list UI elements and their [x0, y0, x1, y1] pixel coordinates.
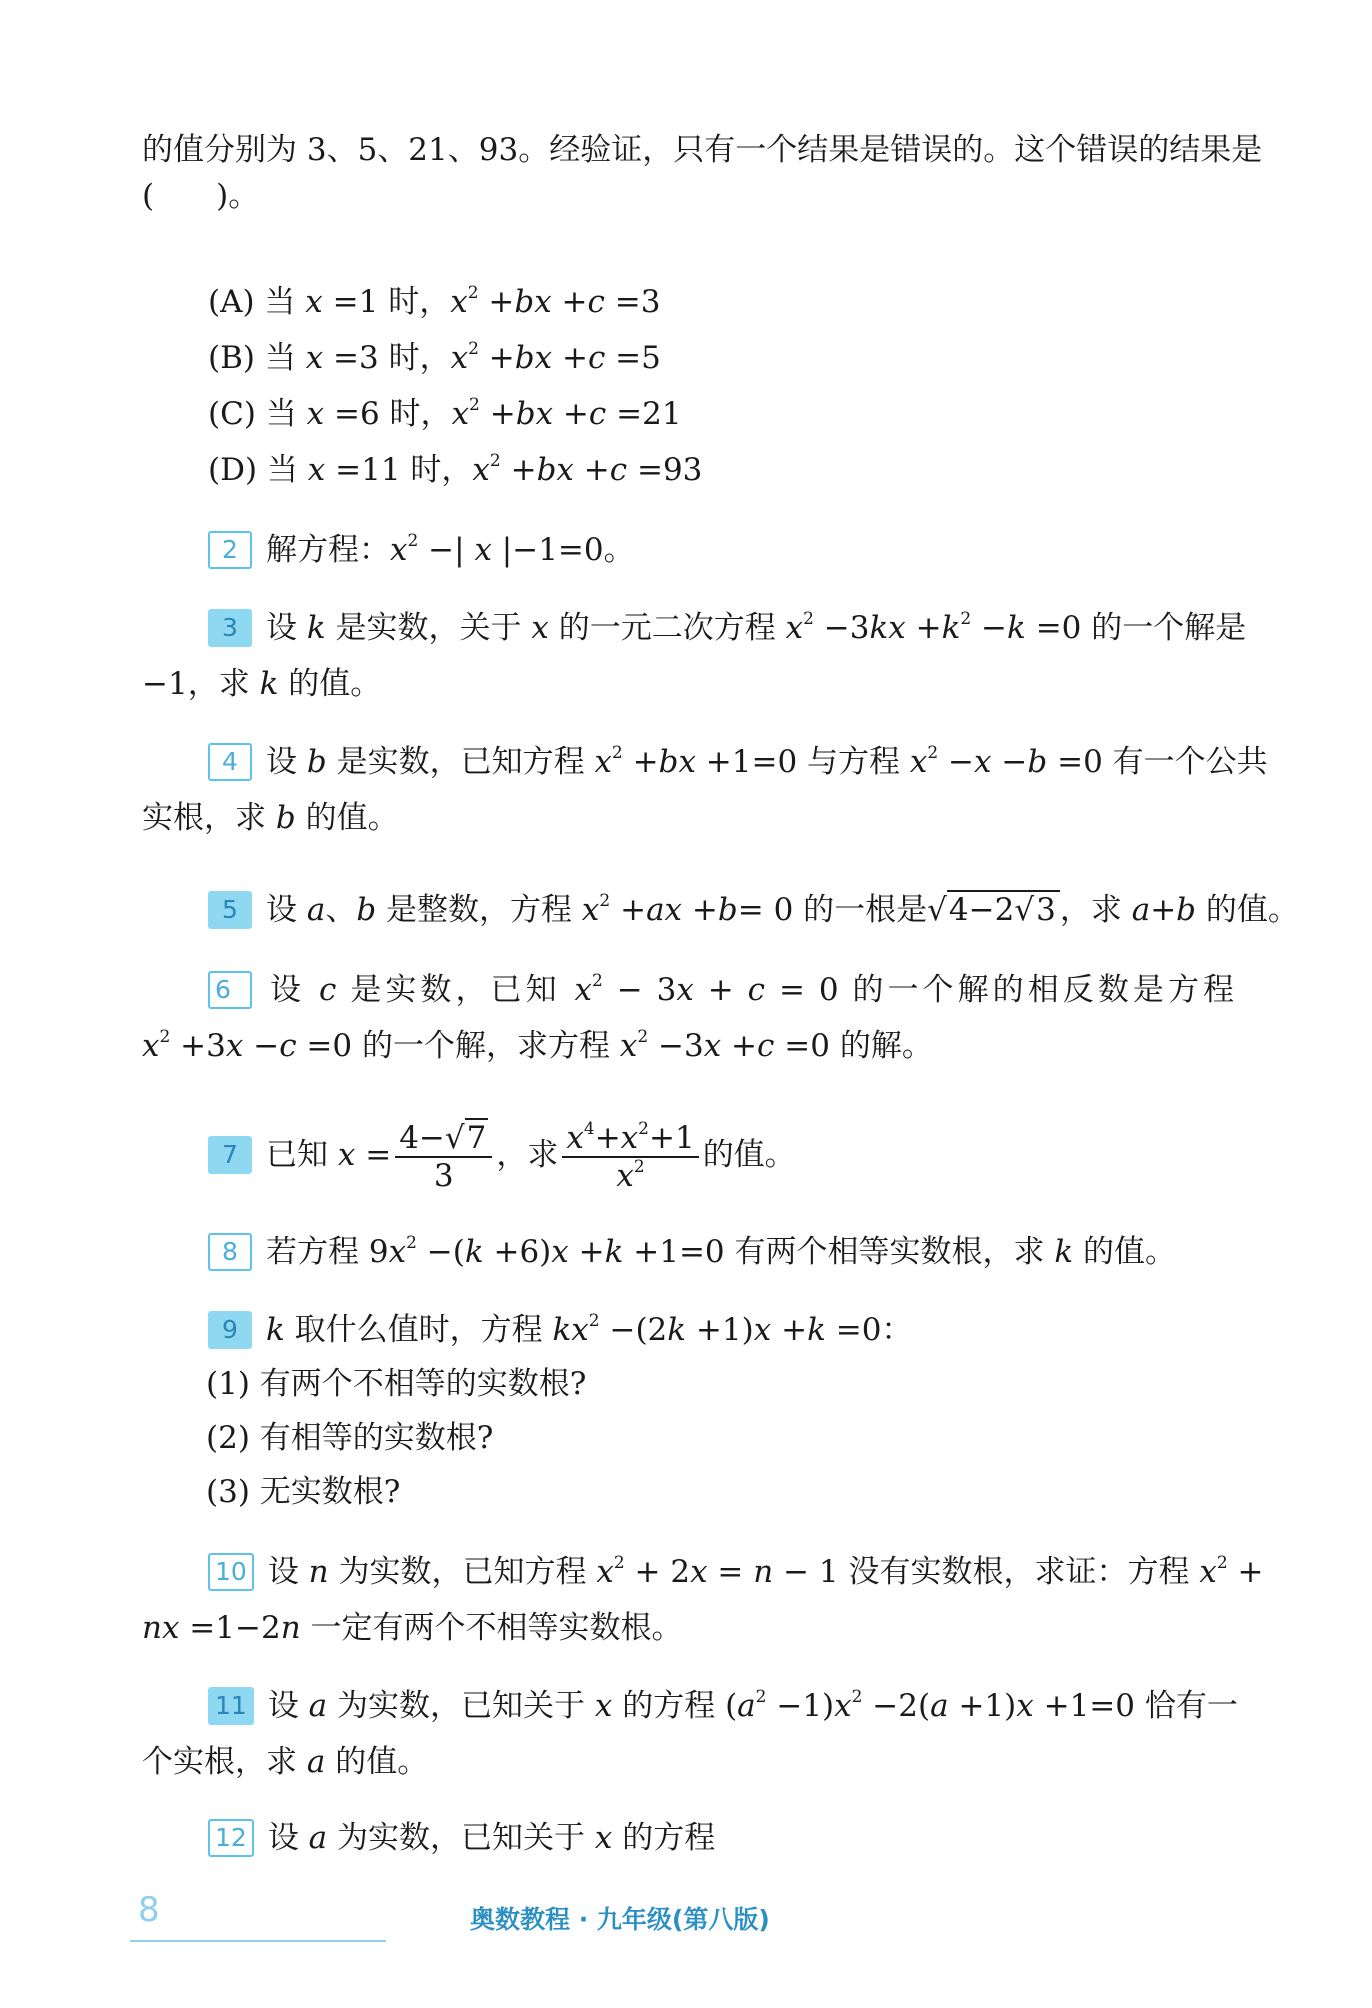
problem-number-badge: 12 — [208, 1819, 254, 1857]
problem-6: 6 设 c 是实数，已知 $x^2 - 3x + c = 0$ 的一个解的相反数是方程 — [208, 970, 1234, 1010]
choice-d: (D) 当 x =11 时，$x^2 +bx +c =93$ — [208, 451, 703, 488]
page-number: 8 — [138, 1890, 160, 1930]
sub-item: (1) 有两个不相等的实数根? — [206, 1366, 587, 1402]
problem-11-cont: 个实根，求 a 的值。 — [142, 1744, 429, 1780]
answer-bracket: ( )。 — [142, 178, 260, 214]
problem-3: 3 设 k 是实数，关于 x 的一元二次方程 $x^2 -3kx +k^2 -k =0$ 的一个解是 — [208, 608, 1246, 648]
choice-b: (B) 当 x =3 时，$x^2 +bx +c =5$ — [208, 339, 661, 376]
problem-number-badge: 9 — [208, 1311, 252, 1349]
sub-item: (3) 无实数根? — [206, 1474, 401, 1510]
problem-number-badge: 7 — [208, 1136, 252, 1174]
problem-10: 10 设 n 为实数，已知方程 $x^2 + 2x = n - 1$ 没有实数根，求证：方程 $x^2$ + — [208, 1552, 1234, 1592]
problem-9: 9 k 取什么值时，方程 $kx^2 -(2k +1)x +k =0$： — [208, 1310, 912, 1350]
sub-item: (2) 有相等的实数根? — [206, 1420, 494, 1456]
problem-number-badge: 10 — [208, 1553, 254, 1591]
problem-5: 5 设 a、b 是整数，方程 $x^2 +ax +b= 0$ 的一根是√4−2√3 ，求 a+b 的值。 — [208, 890, 1299, 930]
problem-number-badge: 5 — [208, 891, 252, 929]
choice-c: (C) 当 x =6 时，$x^2 +bx +c =21$ — [208, 395, 682, 432]
problem-11: 11 设 a 为实数，已知关于 x 的方程 $(a^2 -1)x^2 -2(a +1)x +1=0$ 恰有一 — [208, 1686, 1238, 1726]
problem-number-badge: 6 — [208, 971, 252, 1009]
problem-4: 4 设 b 是实数，已知方程 $x^2 +bx +1=0$ 与方程 $x^2 -x -b =0$ 有一个公共 — [208, 742, 1268, 782]
footer-divider — [130, 1940, 386, 1942]
problem-number-badge: 2 — [208, 531, 252, 569]
problem-3-cont: −1，求 k 的值。 — [142, 666, 382, 702]
problem-6-cont: $x^2 +3x -c =0$ 的一个解，求方程 $x^2 -3x +c =0$ 的解。 — [142, 1027, 933, 1064]
problem-number-badge: 11 — [208, 1687, 254, 1725]
problem-4-cont: 实根，求 b 的值。 — [142, 800, 399, 836]
choice-a: (A) 当 x =1 时，$x^2 +bx +c =3$ — [208, 283, 661, 320]
problem-12: 12 设 a 为实数，已知关于 x 的方程 — [208, 1818, 715, 1858]
problem-number-badge: 4 — [208, 743, 252, 781]
problem-2: 2 解方程：$x^2$ −| x |−1=0。 — [208, 530, 635, 570]
book-title: 奥数教程 · 九年级(第八版) — [470, 1905, 770, 1934]
problem-10-cont: nx =1−2n 一定有两个不相等实数根。 — [142, 1610, 683, 1646]
problem-8: 8 若方程 $9x^2 -(k +6)x +k +1=0$ 有两个相等实数根，求 k 的值。 — [208, 1232, 1176, 1272]
problem-7: 7 已知 x = $\frac{4-√7}{3}$ ，求 $\frac{x^4+x^2+1}{x^2}$ 的值。 — [208, 1118, 796, 1192]
intro-line: 的值分别为 3、5、21、93。经验证，只有一个结果是错误的。这个错误的结果是 — [142, 132, 1263, 168]
problem-number-badge: 8 — [208, 1233, 252, 1271]
problem-number-badge: 3 — [208, 609, 252, 647]
